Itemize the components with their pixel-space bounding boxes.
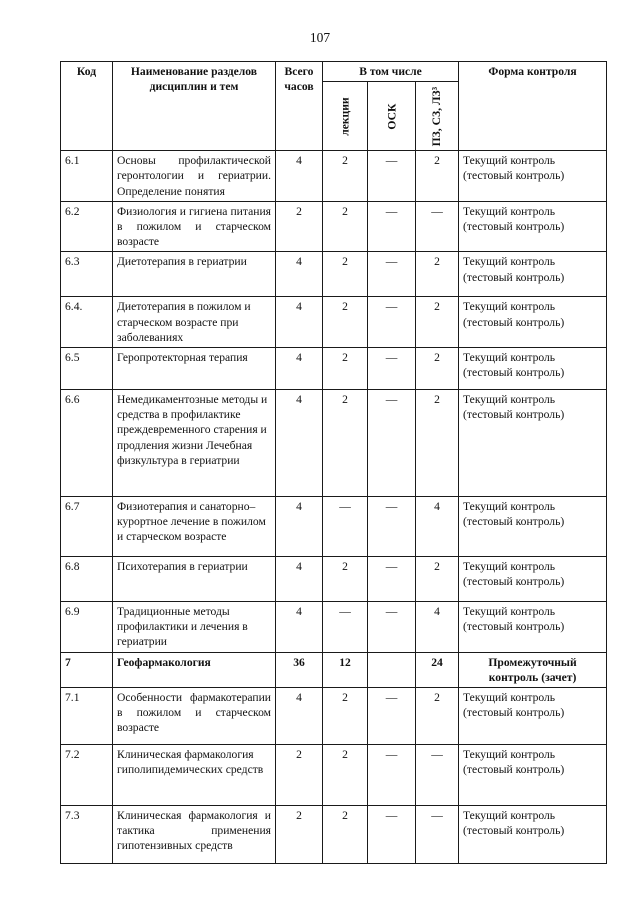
row-name: Физиотерапия и санаторно–курортное лечение в пожилом и старческом возрасте xyxy=(113,497,276,557)
row-lectures: — xyxy=(323,602,368,653)
row-control: Текущий контроль (тестовый контроль) xyxy=(459,201,607,252)
row-lectures: 2 xyxy=(323,297,368,348)
row-code: 6.4. xyxy=(61,297,113,348)
row-control: Текущий контроль (тестовый контроль) xyxy=(459,348,607,390)
row-total: 2 xyxy=(276,806,323,864)
row-lectures: 2 xyxy=(323,745,368,806)
row-practical: 4 xyxy=(416,602,459,653)
row-practical: 2 xyxy=(416,151,459,202)
row-code: 7.2 xyxy=(61,745,113,806)
table-row xyxy=(61,297,607,348)
row-lectures: 2 xyxy=(323,806,368,864)
header-name: Наименование разделов дисциплин и тем xyxy=(113,62,276,151)
header-lectures: лекции xyxy=(323,82,368,151)
table-row xyxy=(61,688,607,745)
row-control: Текущий контроль (тестовый контроль) xyxy=(459,602,607,653)
page-number: 107 xyxy=(309,30,331,45)
row-code: 6.2 xyxy=(61,201,113,252)
row-osk: — xyxy=(368,390,416,497)
row-control: Текущий контроль (тестовый контроль) xyxy=(459,297,607,348)
row-name: Особенности фармакотерапии в пожилом и старческом возрасте xyxy=(113,688,276,745)
header-practical: ПЗ, СЗ, ЛЗ³ xyxy=(416,82,459,151)
row-total: 4 xyxy=(276,348,323,390)
row-code: 7.1 xyxy=(61,688,113,745)
row-name: Геофармакология xyxy=(113,652,276,687)
row-lectures: — xyxy=(323,497,368,557)
table-row xyxy=(61,745,607,806)
table-row xyxy=(61,390,607,497)
row-practical: 24 xyxy=(416,652,459,687)
header-osk: ОСК xyxy=(368,82,416,151)
table-row xyxy=(61,348,607,390)
row-control: Промежуточный контроль (зачет) xyxy=(459,652,607,687)
row-control: Текущий контроль (тестовый контроль) xyxy=(459,497,607,557)
row-code: 6.5 xyxy=(61,348,113,390)
row-lectures: 2 xyxy=(323,557,368,602)
row-total: 4 xyxy=(276,151,323,202)
row-practical: 2 xyxy=(416,390,459,497)
row-osk: — xyxy=(368,688,416,745)
table-row xyxy=(61,557,607,602)
row-osk: — xyxy=(368,497,416,557)
row-practical: 2 xyxy=(416,297,459,348)
row-practical: 2 xyxy=(416,688,459,745)
row-name: Диетотерапия в пожилом и старческом возрасте при заболеваниях xyxy=(113,297,276,348)
row-total: 4 xyxy=(276,688,323,745)
row-code: 6.3 xyxy=(61,252,113,297)
row-practical: — xyxy=(416,806,459,864)
row-lectures: 12 xyxy=(323,652,368,687)
row-practical: 2 xyxy=(416,557,459,602)
row-control: Текущий контроль (тестовый контроль) xyxy=(459,688,607,745)
row-total: 36 xyxy=(276,652,323,687)
row-osk: — xyxy=(368,151,416,202)
row-total: 4 xyxy=(276,557,323,602)
row-code: 6.8 xyxy=(61,557,113,602)
table-row xyxy=(61,602,607,653)
row-name: Диетотерапия в гериатрии xyxy=(113,252,276,297)
row-total: 4 xyxy=(276,297,323,348)
table-row xyxy=(61,252,607,297)
header-control: Форма контроля xyxy=(459,62,607,151)
row-practical: — xyxy=(416,745,459,806)
row-control: Текущий контроль (тестовый контроль) xyxy=(459,390,607,497)
header-including: В том числе xyxy=(323,62,459,82)
row-total: 4 xyxy=(276,252,323,297)
row-name: Основы профилактической геронтологии и гериатрии. Определение понятия xyxy=(113,151,276,202)
row-control: Текущий контроль (тестовый контроль) xyxy=(459,806,607,864)
row-name: Геропротекторная терапия xyxy=(113,348,276,390)
row-code: 7 xyxy=(61,652,113,687)
row-control: Текущий контроль (тестовый контроль) xyxy=(459,151,607,202)
row-control: Текущий контроль (тестовый контроль) xyxy=(459,557,607,602)
row-osk: — xyxy=(368,602,416,653)
row-total: 4 xyxy=(276,602,323,653)
row-practical: 2 xyxy=(416,348,459,390)
row-name: Немедикаментозные методы и средства в профилактике преждевременного старения и продления жизни Лечебная физкультура в гериатрии xyxy=(113,390,276,497)
row-lectures: 2 xyxy=(323,252,368,297)
row-lectures: 2 xyxy=(323,201,368,252)
row-code: 6.7 xyxy=(61,497,113,557)
row-name: Традиционные методы профилактики и лечения в гериатрии xyxy=(113,602,276,653)
row-code: 6.6 xyxy=(61,390,113,497)
row-osk: — xyxy=(368,348,416,390)
row-total: 4 xyxy=(276,390,323,497)
row-lectures: 2 xyxy=(323,348,368,390)
row-control: Текущий контроль (тестовый контроль) xyxy=(459,252,607,297)
header-total: Всего часов xyxy=(276,62,323,151)
row-total: 2 xyxy=(276,201,323,252)
table-row xyxy=(61,151,607,202)
row-code: 7.3 xyxy=(61,806,113,864)
row-control: Текущий контроль (тестовый контроль) xyxy=(459,745,607,806)
header-code: Код xyxy=(61,62,113,151)
table-row xyxy=(61,201,607,252)
curriculum-table xyxy=(60,61,607,864)
row-practical: 2 xyxy=(416,252,459,297)
row-practical: 4 xyxy=(416,497,459,557)
row-osk: — xyxy=(368,745,416,806)
row-osk xyxy=(368,652,416,687)
row-name: Клиническая фармакология и тактика применения гипотензивных средств xyxy=(113,806,276,864)
row-osk: — xyxy=(368,201,416,252)
row-osk: — xyxy=(368,297,416,348)
row-total: 2 xyxy=(276,745,323,806)
row-name: Физиология и гигиена питания в пожилом и старческом возрасте xyxy=(113,201,276,252)
row-osk: — xyxy=(368,806,416,864)
table-row xyxy=(61,806,607,864)
row-osk: — xyxy=(368,252,416,297)
table-row xyxy=(61,497,607,557)
row-lectures: 2 xyxy=(323,688,368,745)
row-practical: — xyxy=(416,201,459,252)
row-lectures: 2 xyxy=(323,390,368,497)
row-code: 6.1 xyxy=(61,151,113,202)
row-name: Психотерапия в гериатрии xyxy=(113,557,276,602)
row-name: Клиническая фармакология гиполипидемических средств xyxy=(113,745,276,806)
row-lectures: 2 xyxy=(323,151,368,202)
table-row xyxy=(61,652,607,687)
row-total: 4 xyxy=(276,497,323,557)
row-osk: — xyxy=(368,557,416,602)
row-code: 6.9 xyxy=(61,602,113,653)
